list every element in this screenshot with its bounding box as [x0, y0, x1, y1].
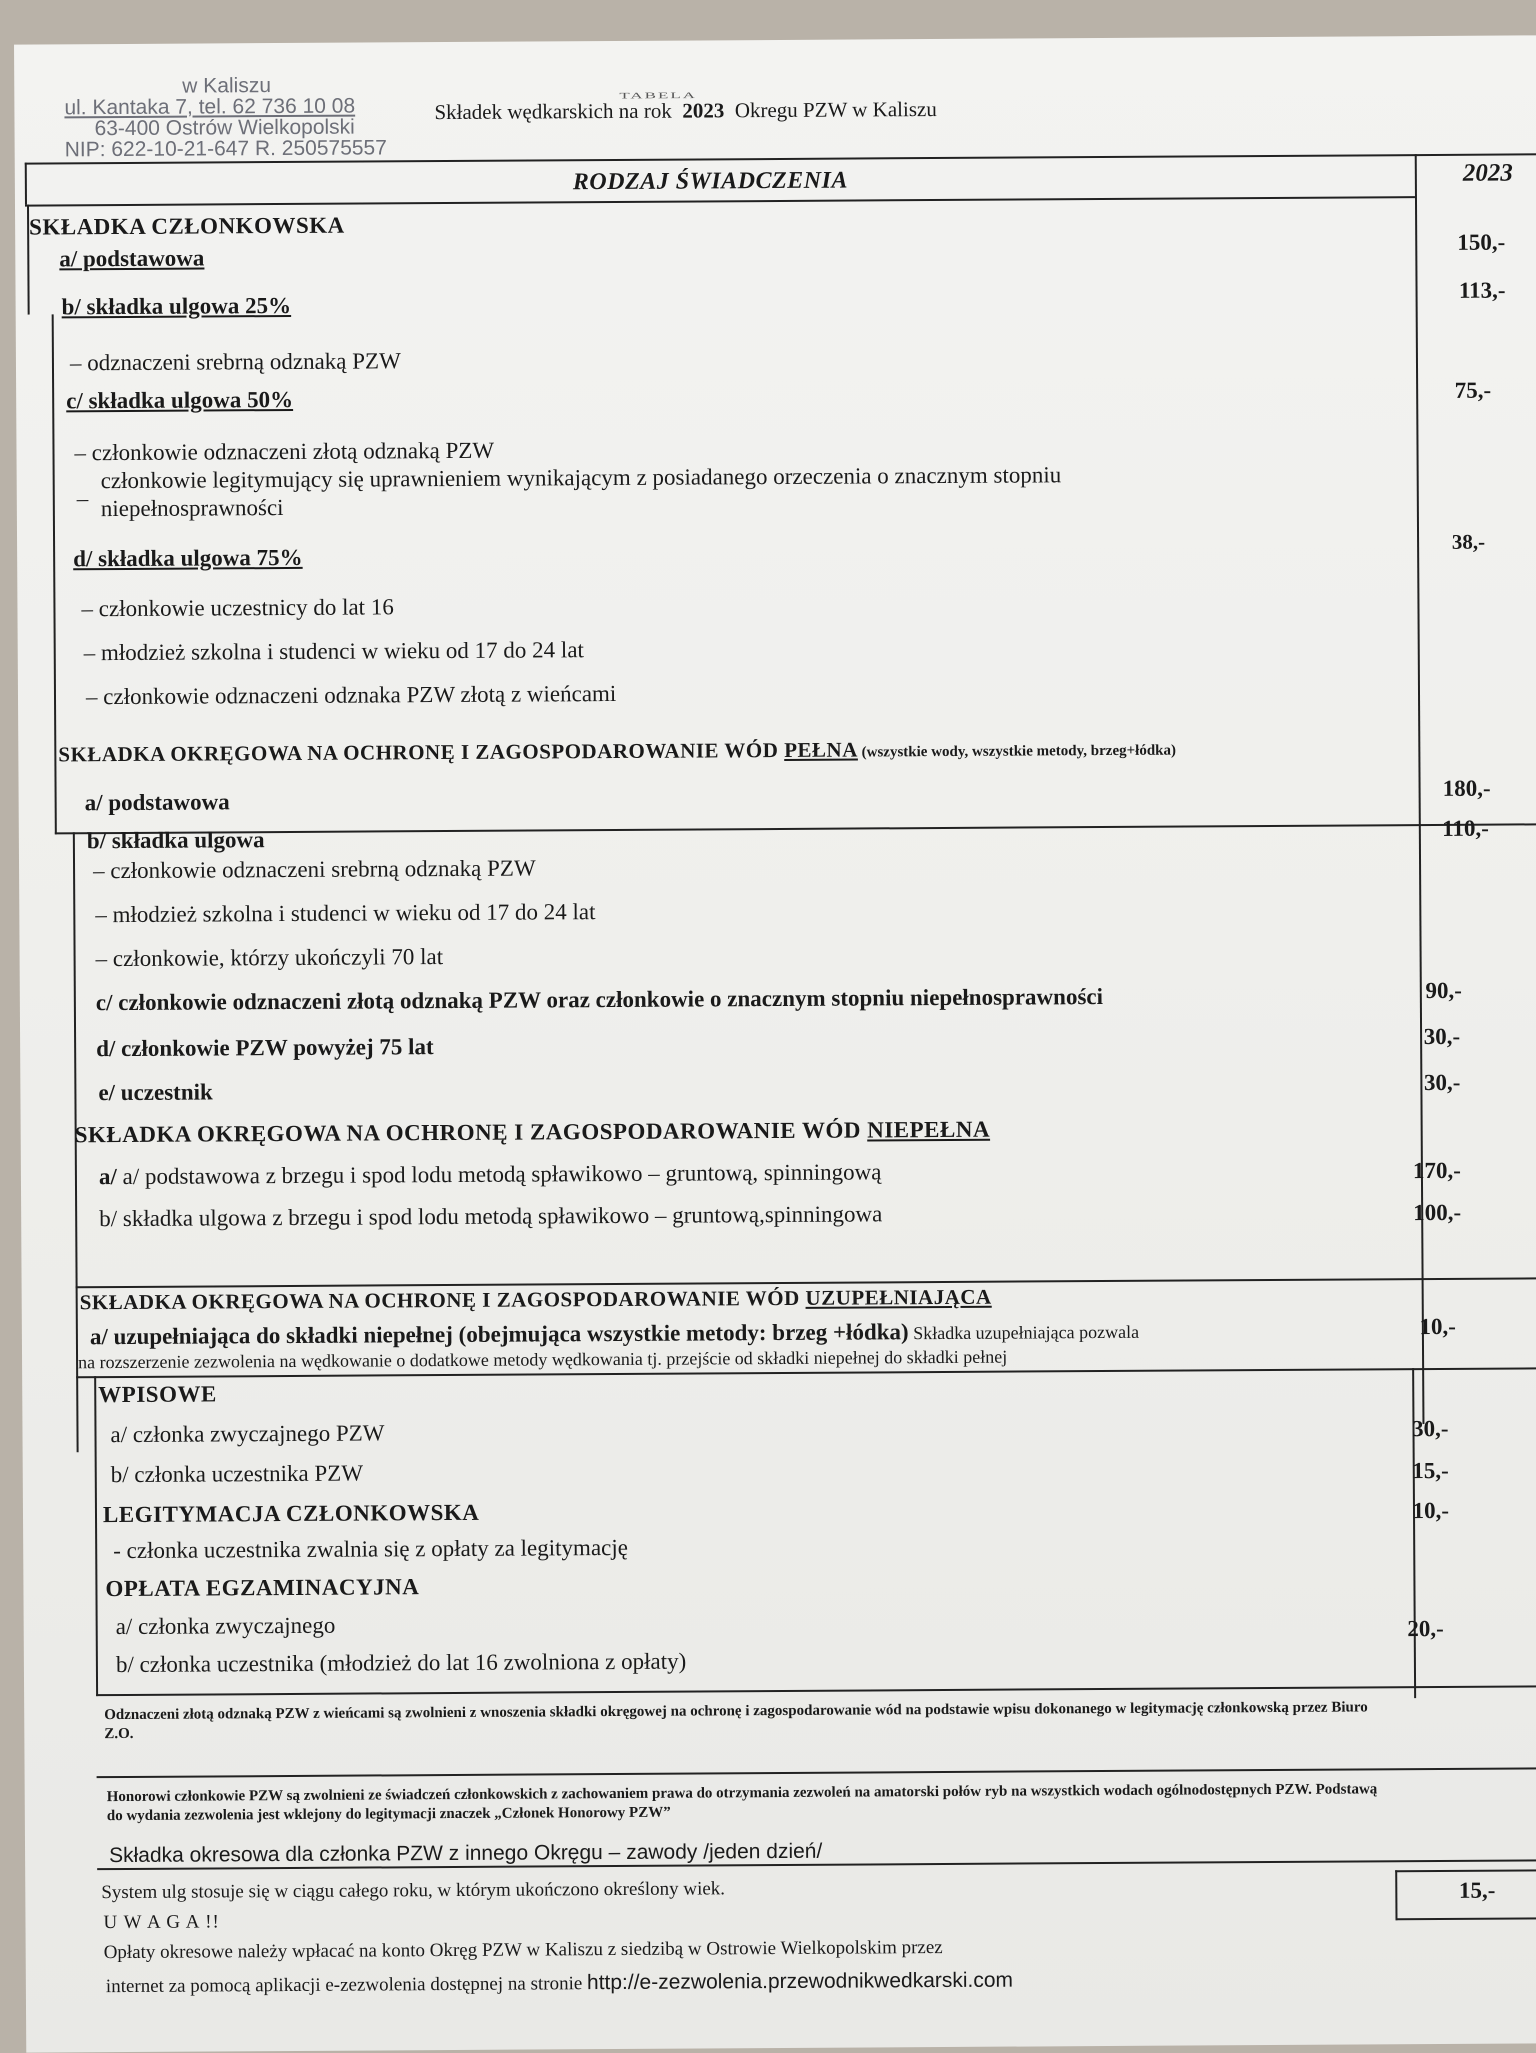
document-page — [14, 35, 1536, 2052]
stamp-line-nip: NIP: 622-10-21-647 R. 250575557 — [64, 136, 387, 162]
price-egzamin: 20,- — [1407, 1615, 1444, 1642]
price-czlonkowska-c: 75,- — [1454, 377, 1492, 403]
table-left-border-top — [25, 163, 27, 205]
footer-system-ulg: System ulg stosuje się w ciągu całego roku, w którym ukończono określony wiek. — [101, 1878, 726, 1904]
czlonkowska-c-item2-dash: _ — [76, 478, 89, 504]
pelna-title-underlined: PEŁNA — [784, 737, 858, 762]
footer-uwaga: U W A G A !! — [103, 1911, 220, 1934]
section-title-uzupelniajaca — [80, 1285, 992, 1316]
czlonkowska-c-item2-line2: niepełnosprawności — [100, 495, 284, 522]
section-title-egzamin: OPŁATA EGZAMINACYJNA — [105, 1574, 420, 1602]
okresowa-box-top — [1395, 1869, 1536, 1872]
stamp-line-address: ul. Kantaka 7, tel. 62 736 10 08 — [64, 94, 356, 120]
wpisowe-b: b/ członka uczestnika PZW — [110, 1460, 364, 1488]
section-title-czlonkowska: SKŁADKA CZŁONKOWSKA — [29, 212, 345, 240]
pelna-title-main: SKŁADKA OKRĘGOWA NA OCHRONĘ I ZAGOSPODAROWANIE WÓD — [58, 737, 785, 767]
price-pelna-a: 180,- — [1442, 775, 1491, 801]
price-czlonkowska-d: 38,- — [1451, 529, 1486, 554]
left-border-2 — [52, 314, 57, 834]
czlonkowska-a: a/ podstawowa — [59, 245, 205, 272]
czlonkowska-c-item1: – członkowie odznaczeni złotą odznaką PZW — [74, 437, 495, 466]
section-border-pelna — [55, 823, 1536, 834]
okresowa-box-bottom — [1395, 1917, 1536, 1920]
czlonkowska-d-item2: – młodzież szkolna i studenci w wieku od 17 do 24 lat — [83, 637, 584, 666]
wpisowe-a: a/ członka zwyczajnego PZW — [110, 1420, 385, 1448]
price-czlonkowska-a: 150,- — [1457, 229, 1506, 255]
czlonkowska-c: c/ składka ulgowa 50% — [66, 386, 294, 414]
stamp-line-postcode: 63-400 Ostrów Wielkopolski — [94, 115, 355, 141]
legitymacja-item1: - członka uczestnika zwalnia się z opłaty za legitymację — [113, 1534, 629, 1564]
stamp-line-city: w Kaliszu — [182, 74, 272, 98]
niepelna-title-main: SKŁADKA OKRĘGOWA NA OCHRONĘ I ZAGOSPODAROWANIE WÓD — [74, 1117, 868, 1148]
pelna-a: a/ podstawowa — [84, 789, 230, 816]
pelna-c: c/ członkowie odznaczeni złotą odznaką PZW oraz członkowie o znacznym stopniu niepełnosprawności — [95, 984, 1104, 1016]
section-title-pelna — [58, 736, 1176, 768]
header-year: 2023 — [682, 98, 725, 123]
price-legitymacja: 10,- — [1412, 1497, 1450, 1524]
note-honorowi: Honorowi członkowie PZW są zwolnieni ze świadczeń członkowskich z zachowaniem prawa do otrzymania zezwoleń na amatorski połów ryb na wszystkich wodach ogólnodostępnych PZW. Podstawą do wydania zezwolenia jest wklejony do legitymacji znaczek „Członek Honorowy PZW” — [106, 1781, 1378, 1825]
header-suffix: Okregu PZW w Kaliszu — [734, 97, 937, 123]
header-prefix: Składek wędkarskich na rok — [434, 98, 672, 125]
pelna-b-item3: – członkowie, którzy ukończyli 70 lat — [95, 944, 444, 972]
price-okresowa: 15,- — [1458, 1877, 1496, 1903]
note-zlota-odznaka: Odznaczeni złotą odznaką PZW z wieńcami są zwolnieni z wnoszenia składki okręgowej na ochronę i zagospodarowanie wód na podstawie wpisu dokonanego w legitymację członkowską przez Biuro Z.O. — [104, 1699, 1368, 1743]
pelna-b-item2: – młodzież szkolna i studenci w wieku od 17 do 24 lat — [95, 899, 596, 928]
uzupelniajaca-title-main: SKŁADKA OKRĘGOWA NA OCHRONĘ I ZAGOSPODAROWANIE WÓD — [79, 1285, 806, 1315]
year-column-title: 2023 — [1462, 159, 1513, 187]
table-label: TABELA — [619, 90, 698, 101]
niepelna-b: b/ składka ulgowa z brzegu i spod lodu metodą spławikowo – gruntową,spinningowa — [99, 1201, 883, 1232]
pelna-d: d/ członkowie PZW powyżej 75 lat — [96, 1034, 434, 1062]
egzamin-b: b/ członka uczestnika (młodzież do lat 16 zwolniona z opłaty) — [115, 1648, 687, 1678]
footer-line2 — [106, 1969, 1013, 1999]
price-pelna-d: 30,- — [1423, 1023, 1461, 1050]
price-niepelna-b: 100,- — [1413, 1199, 1462, 1226]
okresowa-text: Składka okresowa dla członka PZW z innego Okręgu – zawody /jeden dzień/ — [109, 1839, 823, 1868]
egzamin-a: a/ członka zwyczajnego — [115, 1612, 336, 1640]
price-wpisowe-b: 15,- — [1412, 1457, 1449, 1484]
left-border-4 — [94, 1376, 98, 1696]
okresowa-box-left — [1395, 1870, 1397, 1920]
uzupelniajaca-a — [90, 1318, 1139, 1350]
price-wpisowe-a: 30,- — [1411, 1415, 1449, 1442]
uzupelniajaca-a-text: a/ uzupełniająca do składki niepełnej (obejmująca wszystkie metody: brzeg +łódka) — [89, 1319, 909, 1350]
niepelna-a: a/ a/ podstawowa z brzegu i spod lodu metodą spławikowo – gruntową, spinningową — [98, 1159, 882, 1190]
footer-url-link[interactable]: http://e-zezwolenia.przewodnikwedkarski.com — [586, 1968, 1014, 1995]
section-border-notes-1 — [96, 1685, 1536, 1696]
pelna-b-item1: – członkowie odznaczeni srebrną odznaką PZW — [92, 855, 536, 884]
table-top-border — [25, 153, 1536, 164]
section-title-wpisowe: WPISOWE — [98, 1381, 217, 1408]
price-pelna-c: 90,- — [1425, 977, 1462, 1004]
uzupelniajaca-a-note: Składka uzupełniająca pozwala — [908, 1321, 1140, 1344]
column-title: RODZAJ ŚWIADCZENIA — [572, 167, 849, 196]
footer-line2-prefix: internet za pomocą aplikacji e-zezwolenia dostępnej na stronie — [105, 1973, 588, 1998]
section-border-notes-2 — [97, 1767, 1536, 1778]
czlonkowska-b: b/ składka ulgowa 25% — [61, 292, 292, 320]
uzupelniajaca-title-underlined: UZUPEŁNIAJĄCA — [805, 1284, 992, 1310]
czlonkowska-d-item3: – członkowie odznaczeni odznaka PZW złotą z wieńcami — [85, 680, 617, 710]
niepelna-title-underlined: NIEPEŁNA — [867, 1116, 991, 1143]
price-pelna-e: 30,- — [1423, 1069, 1461, 1096]
uzupelniajaca-a-note2: na rozszerzenie zezwolenia na wędkowanie o dodatkowe metody wędkowania tj. przejście od składki niepełnej do składki pełnej — [78, 1346, 1008, 1373]
footer-line1: Opłaty okresowe należy wpłacać na konto Okręg PZW w Kaliszu z siedzibą w Ostrowie Wielkopolskim przez — [103, 1937, 943, 1964]
price-niepelna-a: 170,- — [1412, 1157, 1461, 1184]
pelna-e: e/ uczestnik — [98, 1079, 213, 1106]
czlonkowska-d-item1: – członkowie uczestnicy do lat 16 — [81, 594, 394, 622]
pelna-title-note: (wszystkie wody, wszystkie metody, brzeg+łódka) — [857, 742, 1177, 761]
fee-table — [24, 113, 1536, 1903]
czlonkowska-d: d/ składka ulgowa 75% — [73, 544, 303, 572]
price-czlonkowska-b: 113,- — [1458, 277, 1506, 303]
czlonkowska-b-item1: – odznaczeni srebrną odznaką PZW — [69, 348, 401, 376]
price-pelna-b: 110,- — [1442, 815, 1489, 841]
pelna-b: b/ składka ulgowa — [86, 827, 265, 854]
czlonkowska-c-item2-line1: członkowie legitymujący się uprawnieniem wynikającym z posiadanego orzeczenia o znacznym stopniu — [100, 462, 1062, 494]
price-uzupelniajaca-a: 10,- — [1419, 1313, 1456, 1340]
section-title-legitymacja: LEGITYMACJA CZŁONKOWSKA — [102, 1499, 480, 1528]
section-title-niepelna — [75, 1117, 991, 1149]
header-row-border — [25, 196, 1415, 206]
niepelna-a-text: a/ podstawowa z brzegu i spod lodu metodą spławikowo – gruntową, spinningową — [122, 1159, 882, 1190]
